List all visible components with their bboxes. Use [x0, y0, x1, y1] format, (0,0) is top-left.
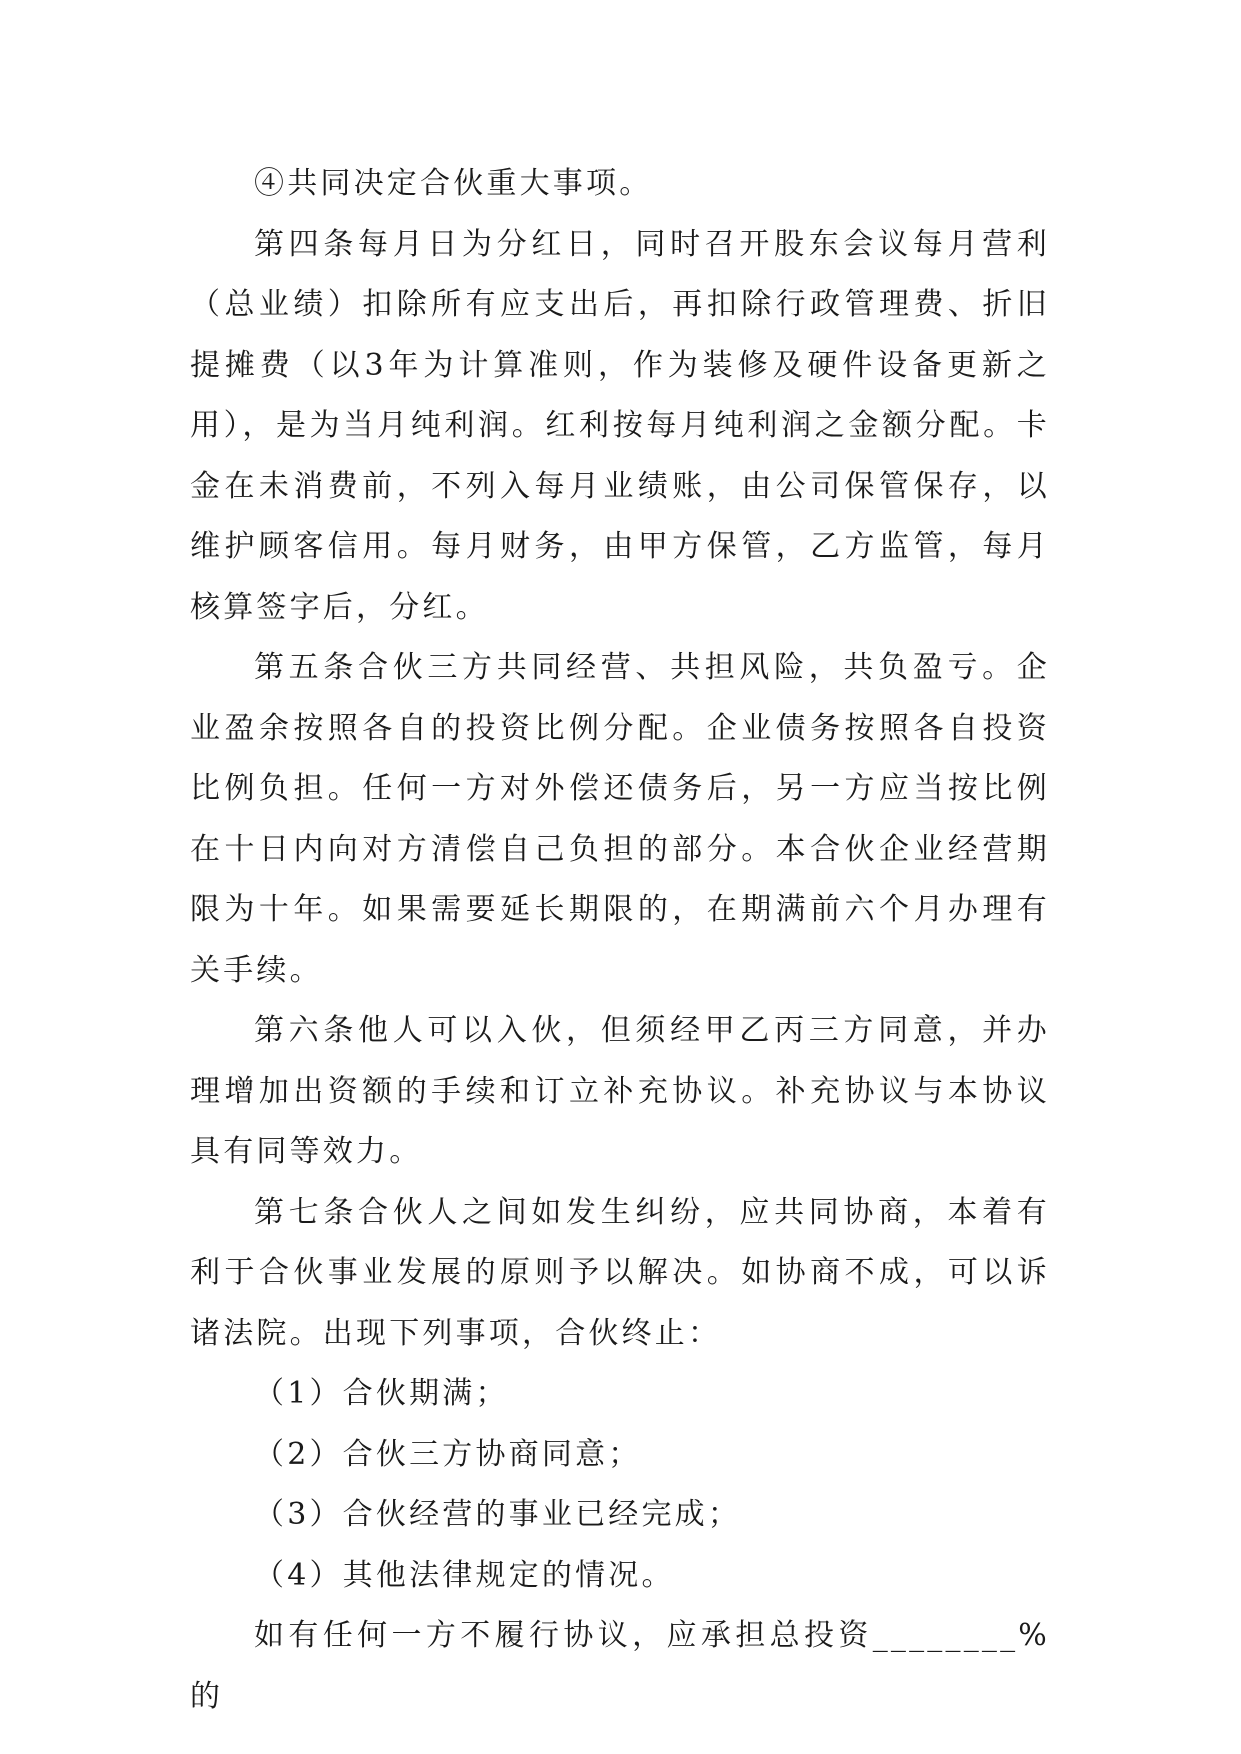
termination-item-4: （4）其他法律规定的情况。 [254, 1557, 675, 1593]
termination-item-1: （1）合伙期满； [254, 1376, 509, 1411]
article-7-paragraph: 第七条合伙人之间如发生纠纷，应共同协商，本着有利于合伙事业发展的原则予以解决。如协商不成，可以诉诸法院。出现下列事项，合伙终止： [190, 1194, 1050, 1351]
termination-item-3: （3）合伙经营的事业已经完成； [254, 1497, 742, 1532]
termination-item-2: （2）合伙三方协商同意； [254, 1436, 642, 1472]
paragraph-item-4: ④共同决定合伙重大事项。 [254, 166, 653, 201]
document-body [190, 154, 1050, 1727]
closing-paragraph: 如有任何一方不履行协议，应承担总投资________%的 [190, 1618, 1050, 1714]
article-6-paragraph: 第六条他人可以入伙，但须经甲乙丙三方同意，并办理增加出资额的手续和订立补充协议。补充协议与本协议具有同等效力。 [190, 1013, 1050, 1169]
article-5-paragraph: 第五条合伙三方共同经营、共担风险，共负盈亏。企业盈余按照各自的投资比例分配。企业债务按照各自投资比例负担。任何一方对外偿还债务后，另一方应当按比例在十日内向对方清偿自己负担的部分。本合伙企业经营期限为十年。如果需要延长期限的，在期满前六个月办理有关手续。 [190, 650, 1050, 988]
article-4-paragraph: 第四条每月日为分红日，同时召开股东会议每月营利（总业绩）扣除所有应支出后，再扣除行政管理费、折旧提摊费（以3年为计算准则，作为装修及硬件设备更新之用），是为当月纯利润。红利按每月纯利润之金额分配。卡金在未消费前，不列入每月业绩账，由公司保管保存，以维护顾客信用。每月财务，由甲方保管，乙方监管，每月核算签字后，分红。 [190, 226, 1050, 625]
